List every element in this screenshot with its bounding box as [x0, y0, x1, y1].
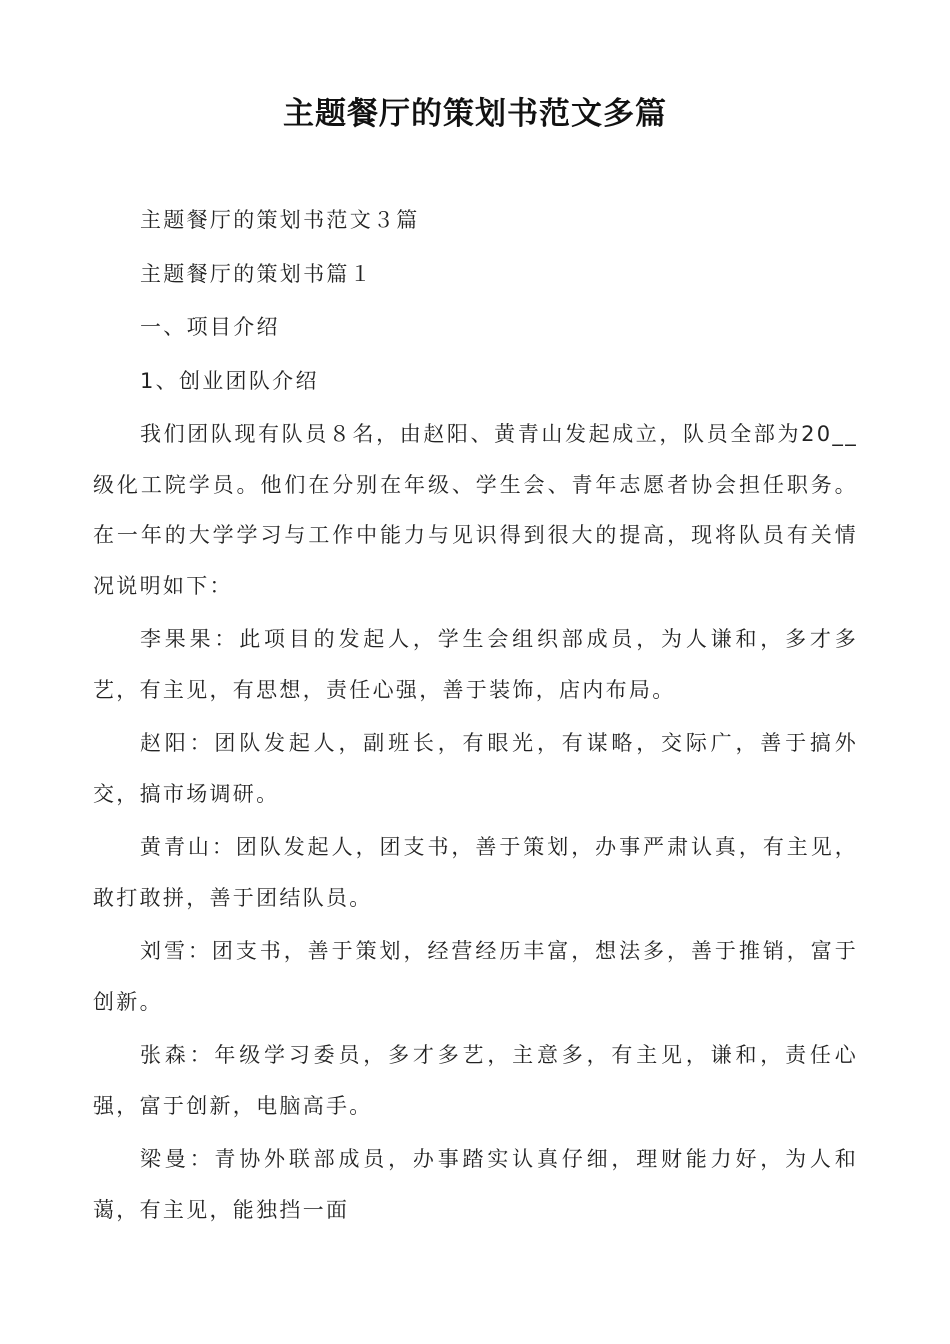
document-title: 主题餐厅的策划书范文多篇: [283, 96, 667, 132]
paragraph-member-huang: 黄青山：团队发起人，团支书，善于策划，办事严肃认真，有主见，敢打敢拼，善于团结队员。: [93, 835, 858, 910]
paragraph-heading-project-intro: 一、项目介绍: [140, 315, 280, 339]
paragraph-subtitle: 主题餐厅的策划书范文３篇: [140, 208, 420, 232]
paragraph-member-liu: 刘雪：团支书，善于策划，经营经历丰富，想法多，善于推销，富于创新。: [93, 939, 858, 1014]
paragraph-member-li: 李果果：此项目的发起人，学生会组织部成员，为人谦和，多才多艺，有主见，有思想，责任心强，善于装饰，店内布局。: [93, 627, 858, 702]
paragraph-team-overview: 我们团队现有队员８名，由赵阳、黄青山发起成立，队员全部为20__级化工院学员。他们在分别在年级、学生会、青年志愿者协会担任职务。在一年的大学学习与工作中能力与见识得到很大的提高，现将队员有关情况说明如下：: [93, 422, 858, 598]
paragraph-member-zhao: 赵阳：团队发起人，副班长，有眼光，有谋略，交际广，善于搞外交，搞市场调研。: [93, 731, 858, 806]
paragraph-heading-team-intro: 1、创业团队介绍: [140, 368, 319, 393]
paragraph-member-zhang: 张森：年级学习委员，多才多艺，主意多，有主见，谦和，责任心强，富于创新，电脑高手。: [93, 1043, 858, 1118]
paragraph-member-liang: 梁曼：青协外联部成员，办事踏实认真仔细，理财能力好，为人和蔼，有主见，能独挡一面: [93, 1147, 858, 1222]
document-body: [93, 195, 858, 1238]
paragraph-section-heading: 主题餐厅的策划书篇１: [140, 261, 373, 286]
